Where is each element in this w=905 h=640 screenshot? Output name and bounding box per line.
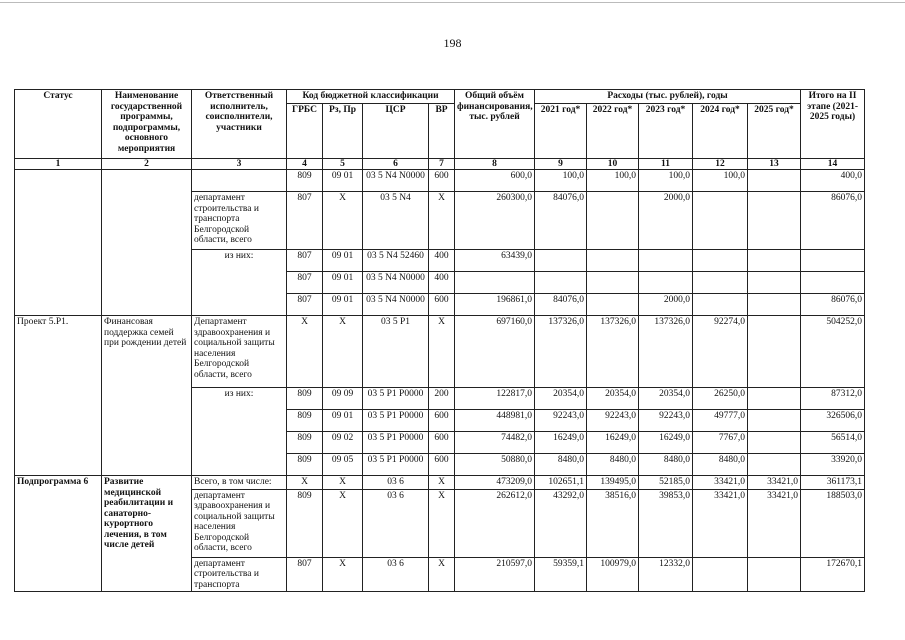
col-number: 6: [363, 158, 429, 170]
vr-cell: 600: [429, 170, 455, 192]
y2022-cell: [587, 294, 639, 316]
col-number: 1: [15, 158, 102, 170]
vr-cell: 600: [429, 410, 455, 432]
header-grbs: ГРБС: [287, 103, 323, 158]
y2023-cell: [639, 250, 693, 272]
csr-cell: 03 5 Р1 Р0000: [363, 388, 429, 410]
grbs-cell: 809: [287, 432, 323, 454]
y2024-cell: [693, 294, 748, 316]
rzpr-cell: 09 01: [323, 410, 363, 432]
itogo-cell: 326506,0: [801, 410, 865, 432]
y2025-cell: [748, 388, 801, 410]
page-top-rule: [0, 2, 905, 3]
grbs-cell: 809: [287, 170, 323, 192]
y2024-cell: 26250,0: [693, 388, 748, 410]
header-kbk: Код бюджетной классификации: [287, 90, 455, 104]
rzpr-cell: 09 01: [323, 272, 363, 294]
y2025-cell: [748, 432, 801, 454]
itogo-cell: 361173,1: [801, 476, 865, 490]
total-cell: [455, 272, 535, 294]
y2022-cell: [587, 250, 639, 272]
header-responsible: Ответственный исполнитель, соисполнители, участники: [192, 90, 287, 159]
responsible-cell: департамент здравоохранения и социальной защиты населения Белгородской области, всего: [192, 489, 287, 557]
csr-cell: 03 6: [363, 557, 429, 592]
y2025-cell: 33421,0: [748, 489, 801, 557]
csr-cell: 03 5 N4: [363, 192, 429, 250]
total-cell: 448981,0: [455, 410, 535, 432]
itogo-cell: 400,0: [801, 170, 865, 192]
grbs-cell: 809: [287, 410, 323, 432]
total-cell: 210597,0: [455, 557, 535, 592]
y2024-cell: [693, 557, 748, 592]
vr-cell: Х: [429, 489, 455, 557]
itogo-cell: 33920,0: [801, 454, 865, 476]
csr-cell: 03 5 Р1 Р0000: [363, 410, 429, 432]
csr-cell: 03 6: [363, 489, 429, 557]
y2022-cell: 38516,0: [587, 489, 639, 557]
rzpr-cell: Х: [323, 476, 363, 490]
rzpr-cell: 09 01: [323, 294, 363, 316]
grbs-cell: 809: [287, 454, 323, 476]
total-cell: 74482,0: [455, 432, 535, 454]
budget-table: [14, 89, 865, 592]
itogo-cell: 172670,1: [801, 557, 865, 592]
col-number: 8: [455, 158, 535, 170]
y2022-cell: 137326,0: [587, 316, 639, 388]
y2025-cell: [748, 410, 801, 432]
y2023-cell: 39853,0: [639, 489, 693, 557]
y2023-cell: 20354,0: [639, 388, 693, 410]
csr-cell: 03 5 Р1: [363, 316, 429, 388]
total-cell: 473209,0: [455, 476, 535, 490]
responsible-cell: из них:: [192, 250, 287, 316]
y2023-cell: 16249,0: [639, 432, 693, 454]
col-number: 9: [535, 158, 587, 170]
y2025-cell: [748, 454, 801, 476]
vr-cell: 400: [429, 272, 455, 294]
responsible-cell: Всего, в том числе:: [192, 476, 287, 490]
vr-cell: 600: [429, 454, 455, 476]
csr-cell: 03 5 N4 N0000: [363, 272, 429, 294]
y2022-cell: 92243,0: [587, 410, 639, 432]
vr-cell: Х: [429, 476, 455, 490]
y2022-cell: [587, 192, 639, 250]
total-cell: 63439,0: [455, 250, 535, 272]
y2021-cell: 8480,0: [535, 454, 587, 476]
responsible-cell: департамент строительства и транспорта: [192, 557, 287, 592]
col-number: 14: [801, 158, 865, 170]
col-number: 3: [192, 158, 287, 170]
y2025-cell: 33421,0: [748, 476, 801, 490]
y2023-cell: 12332,0: [639, 557, 693, 592]
col-number: 2: [102, 158, 192, 170]
header-vr: ВР: [429, 103, 455, 158]
y2024-cell: 33421,0: [693, 489, 748, 557]
name-cell: Развитие медицинской реабилитации и санаторно-курортного лечения, в том числе детей: [102, 476, 192, 592]
y2025-cell: [748, 557, 801, 592]
y2023-cell: [639, 272, 693, 294]
responsible-cell: [192, 170, 287, 192]
col-number: 10: [587, 158, 639, 170]
vr-cell: Х: [429, 316, 455, 388]
responsible-cell: из них:: [192, 388, 287, 476]
y2021-cell: 84076,0: [535, 192, 587, 250]
y2025-cell: [748, 250, 801, 272]
col-number: 12: [693, 158, 748, 170]
header-expenses: Расходы (тыс. рублей), годы: [535, 90, 801, 104]
y2021-cell: 43292,0: [535, 489, 587, 557]
itogo-cell: [801, 272, 865, 294]
y2024-cell: 49777,0: [693, 410, 748, 432]
y2021-cell: 137326,0: [535, 316, 587, 388]
y2024-cell: 7767,0: [693, 432, 748, 454]
grbs-cell: 809: [287, 489, 323, 557]
grbs-cell: 807: [287, 272, 323, 294]
responsible-cell: Департамент здравоохранения и социальной защиты населения Белгородской области, всего: [192, 316, 287, 388]
vr-cell: 600: [429, 294, 455, 316]
csr-cell: 03 5 Р1 Р0000: [363, 454, 429, 476]
budget-table-container: [14, 89, 864, 592]
grbs-cell: Х: [287, 316, 323, 388]
vr-cell: 200: [429, 388, 455, 410]
y2021-cell: 102651,1: [535, 476, 587, 490]
header-csr: ЦСР: [363, 103, 429, 158]
y2022-cell: 8480,0: [587, 454, 639, 476]
total-cell: 50880,0: [455, 454, 535, 476]
header-rzpr: Рз, Пр: [323, 103, 363, 158]
rzpr-cell: 09 02: [323, 432, 363, 454]
name-cell: Финансовая поддержка семей при рождении детей: [102, 316, 192, 476]
total-cell: 697160,0: [455, 316, 535, 388]
y2021-cell: 16249,0: [535, 432, 587, 454]
header-2024: 2024 год*: [693, 103, 748, 158]
y2022-cell: 100979,0: [587, 557, 639, 592]
rzpr-cell: Х: [323, 557, 363, 592]
y2025-cell: [748, 170, 801, 192]
y2022-cell: 139495,0: [587, 476, 639, 490]
y2021-cell: 20354,0: [535, 388, 587, 410]
y2021-cell: [535, 272, 587, 294]
itogo-cell: 56514,0: [801, 432, 865, 454]
total-cell: 196861,0: [455, 294, 535, 316]
y2021-cell: 84076,0: [535, 294, 587, 316]
grbs-cell: Х: [287, 476, 323, 490]
col-number: 7: [429, 158, 455, 170]
rzpr-cell: 09 01: [323, 250, 363, 272]
y2024-cell: 100,0: [693, 170, 748, 192]
y2023-cell: 137326,0: [639, 316, 693, 388]
y2025-cell: [748, 192, 801, 250]
y2021-cell: 100,0: [535, 170, 587, 192]
vr-cell: 400: [429, 250, 455, 272]
header-total-volume: Общий объём финансирования, тыс. рублей: [455, 90, 535, 159]
y2024-cell: [693, 250, 748, 272]
y2024-cell: [693, 272, 748, 294]
y2021-cell: 92243,0: [535, 410, 587, 432]
y2022-cell: 16249,0: [587, 432, 639, 454]
total-cell: 600,0: [455, 170, 535, 192]
csr-cell: 03 5 N4 52460: [363, 250, 429, 272]
csr-cell: 03 5 Р1 Р0000: [363, 432, 429, 454]
table-row: [15, 476, 865, 490]
grbs-cell: 809: [287, 388, 323, 410]
status-cell: Подпрограмма 6: [15, 476, 102, 592]
vr-cell: Х: [429, 557, 455, 592]
y2021-cell: 59359,1: [535, 557, 587, 592]
col-number: 4: [287, 158, 323, 170]
y2021-cell: [535, 250, 587, 272]
itogo-cell: [801, 250, 865, 272]
y2022-cell: 20354,0: [587, 388, 639, 410]
y2024-cell: 33421,0: [693, 476, 748, 490]
y2023-cell: 100,0: [639, 170, 693, 192]
header-name: Наименование государственной программы, подпрограммы, основного мероприятия: [102, 90, 192, 159]
itogo-cell: 87312,0: [801, 388, 865, 410]
rzpr-cell: Х: [323, 192, 363, 250]
csr-cell: 03 5 N4 N0000: [363, 170, 429, 192]
y2025-cell: [748, 272, 801, 294]
y2023-cell: 92243,0: [639, 410, 693, 432]
vr-cell: 600: [429, 432, 455, 454]
header-status: Статус: [15, 90, 102, 159]
responsible-cell: департамент строительства и транспорта Белгородской области, всего: [192, 192, 287, 250]
itogo-cell: 504252,0: [801, 316, 865, 388]
itogo-cell: 188503,0: [801, 489, 865, 557]
total-cell: 262612,0: [455, 489, 535, 557]
rzpr-cell: 09 09: [323, 388, 363, 410]
rzpr-cell: 09 05: [323, 454, 363, 476]
table-row: [15, 316, 865, 388]
y2023-cell: 2000,0: [639, 192, 693, 250]
csr-cell: 03 5 N4 N0000: [363, 294, 429, 316]
csr-cell: 03 6: [363, 476, 429, 490]
header-2021: 2021 год*: [535, 103, 587, 158]
header-2025: 2025 год*: [748, 103, 801, 158]
page-number: 198: [443, 36, 462, 50]
y2025-cell: [748, 316, 801, 388]
y2025-cell: [748, 294, 801, 316]
y2022-cell: [587, 272, 639, 294]
header-2023: 2023 год*: [639, 103, 693, 158]
y2023-cell: 8480,0: [639, 454, 693, 476]
rzpr-cell: Х: [323, 316, 363, 388]
y2024-cell: [693, 192, 748, 250]
header-2022: 2022 год*: [587, 103, 639, 158]
name-cell: [102, 170, 192, 316]
grbs-cell: 807: [287, 557, 323, 592]
header-itogo: Итого на II этапе (2021-2025 годы): [801, 90, 865, 159]
grbs-cell: 807: [287, 294, 323, 316]
y2022-cell: 100,0: [587, 170, 639, 192]
status-cell: Проект 5.Р1.: [15, 316, 102, 476]
col-number: 5: [323, 158, 363, 170]
itogo-cell: 86076,0: [801, 192, 865, 250]
grbs-cell: 807: [287, 250, 323, 272]
rzpr-cell: Х: [323, 489, 363, 557]
itogo-cell: 86076,0: [801, 294, 865, 316]
y2024-cell: 92274,0: [693, 316, 748, 388]
total-cell: 122817,0: [455, 388, 535, 410]
col-number: 13: [748, 158, 801, 170]
grbs-cell: 807: [287, 192, 323, 250]
rzpr-cell: 09 01: [323, 170, 363, 192]
status-cell: [15, 170, 102, 316]
col-number: 11: [639, 158, 693, 170]
y2023-cell: 2000,0: [639, 294, 693, 316]
vr-cell: Х: [429, 192, 455, 250]
table-row: [15, 170, 865, 192]
y2023-cell: 52185,0: [639, 476, 693, 490]
y2024-cell: 8480,0: [693, 454, 748, 476]
total-cell: 260300,0: [455, 192, 535, 250]
